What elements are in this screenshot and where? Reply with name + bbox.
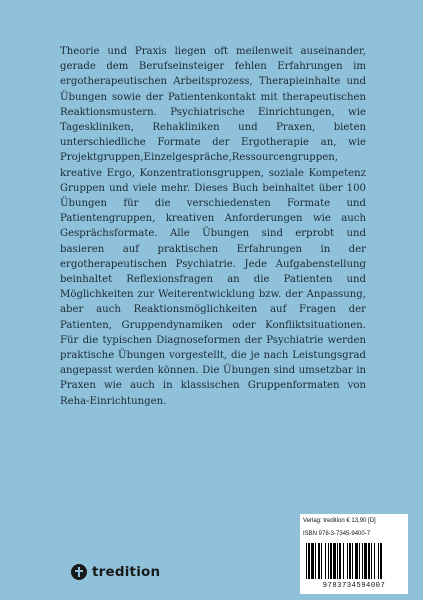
barcode-bar — [355, 543, 358, 579]
tredition-logo-icon — [71, 564, 87, 580]
isbn-price-box — [300, 514, 408, 594]
blurb-text-block — [60, 44, 366, 409]
barcode-digits: 9783734594007 — [322, 582, 386, 590]
isbn-number-line: ISBN 978-3-7345-9400-7 — [303, 531, 371, 537]
barcode-bar — [308, 543, 310, 579]
barcode-bar — [330, 543, 332, 579]
barcode-bar — [306, 543, 307, 579]
barcode-bar — [328, 543, 329, 579]
barcode-bar — [333, 543, 336, 579]
barcode-bar — [371, 543, 372, 579]
barcode-bar — [378, 543, 379, 579]
barcode-bar — [311, 543, 314, 579]
barcode-bar — [339, 543, 341, 579]
barcode-bar — [343, 543, 344, 579]
barcode-bar — [359, 543, 360, 579]
publisher-branding — [71, 563, 160, 581]
barcode-bar — [347, 543, 348, 579]
barcode-bar — [374, 543, 375, 579]
publisher-price-line: Verlag: tredition € 13,90 [D] — [303, 518, 376, 524]
isbn-barcode — [304, 543, 404, 579]
barcode-bar — [318, 543, 320, 579]
barcode-bar — [368, 543, 370, 579]
barcode-bar — [337, 543, 338, 579]
barcode-bar — [349, 543, 351, 579]
barcode-bar — [364, 543, 367, 579]
barcode-bar — [315, 543, 316, 579]
barcode-bar — [362, 543, 363, 579]
publisher-name: tredition — [92, 564, 161, 580]
barcode-bar — [352, 543, 353, 579]
barcode-bar — [380, 543, 382, 579]
barcode-bar — [321, 543, 322, 579]
blurb-paragraph: Theorie und Praxis liegen oft meilenweit auseinander, gerade dem Berufseinsteiger fehlen Erfahrungen im ergotherapeutischen Arbeitsprozess, Therapieinhalte und Übungen sowie der Patientenkontakt mit therapeutischen Reaktionsmustern. Psychiatrische Einrichtungen, wie Tageskliniken, Rehakliniken und Praxen, bieten unterschiedliche Formate der Ergotherapie an, wie Projektgruppen,Einzelgespräche,Ressourcengruppen, kreative Ergo, Konzentrationsgruppen, soziale Kompetenz Gruppen und viele mehr. Dieses Buch beinhaltet über 100 Übungen für die verschiedensten Formate und Patientengruppen, kreativen Anforderungen wie auch Gesprächsformate. Alle Übungen sind erprobt und basieren auf praktischen Erfahrungen in der ergotherapeutischen Psychiatrie. Jede Aufgabenstellung beinhaltet Reflexionsfragen an die Patienten und Möglichkeiten zur Weiterentwicklung bzw. der Anpassung, aber auch Reaktionsmöglichkeiten auf Fragen der Patienten, Gruppendynamiken oder Konfliktsituationen. Für die typischen Diagnoseformen der Psychiatrie werden praktische Übungen vorgestellt, die je nach Leistungsgrad angepasst werden können. Die Übungen sind umsetzbar in Praxen wie auch in klassischen Gruppenformaten von Reha-Einrichtungen. — [60, 46, 366, 407]
barcode-bar — [325, 543, 326, 579]
